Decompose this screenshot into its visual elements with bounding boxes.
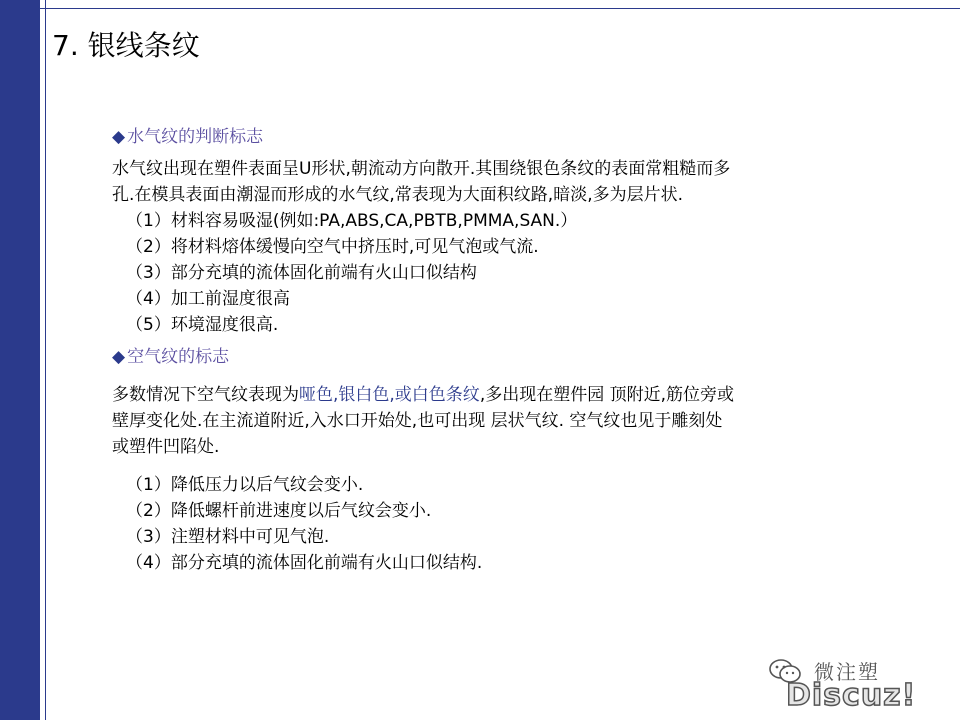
watermark xyxy=(768,652,938,716)
section2-item: （4）部分充填的流体固化前端有火山口似结构. xyxy=(126,553,483,573)
section1-item: （1）材料容易吸湿(例如:PA,ABS,CA,PBTB,PMMA,SAN.） xyxy=(126,211,578,231)
section1-line-2: 孔.在模具表面由潮湿而形成的水气纹,常表现为大面积纹路,暗淡,多为层片状. xyxy=(112,185,684,205)
section2-highlight: 哑色,银白色,或白色条纹 xyxy=(299,385,480,405)
slide-left-rule xyxy=(45,0,46,720)
section2-heading xyxy=(112,344,912,370)
section2-line-1-prefix: 多数情况下空气纹表现为 xyxy=(112,385,299,405)
section1-item: （2）将材料熔体缓慢向空气中挤压时,可见气泡或气流. xyxy=(126,237,539,257)
section1-item: （5）环境湿度很高. xyxy=(126,315,279,335)
section2-item: （3）注塑材料中可见气泡. xyxy=(126,527,330,547)
section2-line-3: 或塑件凹陷处. xyxy=(112,437,220,457)
section2-item: （2）降低螺杆前进速度以后气纹会变小. xyxy=(126,501,432,521)
section2-line-1 xyxy=(112,382,912,408)
diamond-bullet-icon: ◆ xyxy=(112,347,126,367)
section2-line-2: 壁厚变化处.在主流道附近,入水口开始处,也可出现 层状气纹. 空气纹也见于雕刻处 xyxy=(112,411,723,431)
slide-content xyxy=(112,124,912,576)
section1-heading xyxy=(112,124,912,150)
discuz-logo: Discuz! xyxy=(786,678,917,713)
section1-item: （4）加工前湿度很高 xyxy=(126,289,290,309)
diamond-bullet-icon: ◆ xyxy=(112,127,126,147)
slide-title: 7. 银线条纹 xyxy=(52,29,200,62)
section2-line-1-suffix: ,多出现在塑件园 顶附近,筋位旁或 xyxy=(479,385,735,405)
wechat-account-name: 微注塑 xyxy=(814,660,880,684)
section1-line-1: 水气纹出现在塑件表面呈U形状,朝流动方向散开.其围绕银色条纹的表面常粗糙而多 xyxy=(112,159,731,179)
section2-item: （1）降低压力以后气纹会变小. xyxy=(126,475,364,495)
section1-heading-text: 水气纹的判断标志 xyxy=(127,127,264,147)
slide-left-bar xyxy=(0,0,40,720)
section2-heading-text: 空气纹的标志 xyxy=(127,347,230,367)
section1-item: （3）部分充填的流体固化前端有火山口似结构 xyxy=(126,263,477,283)
slide-top-rule xyxy=(40,8,960,9)
